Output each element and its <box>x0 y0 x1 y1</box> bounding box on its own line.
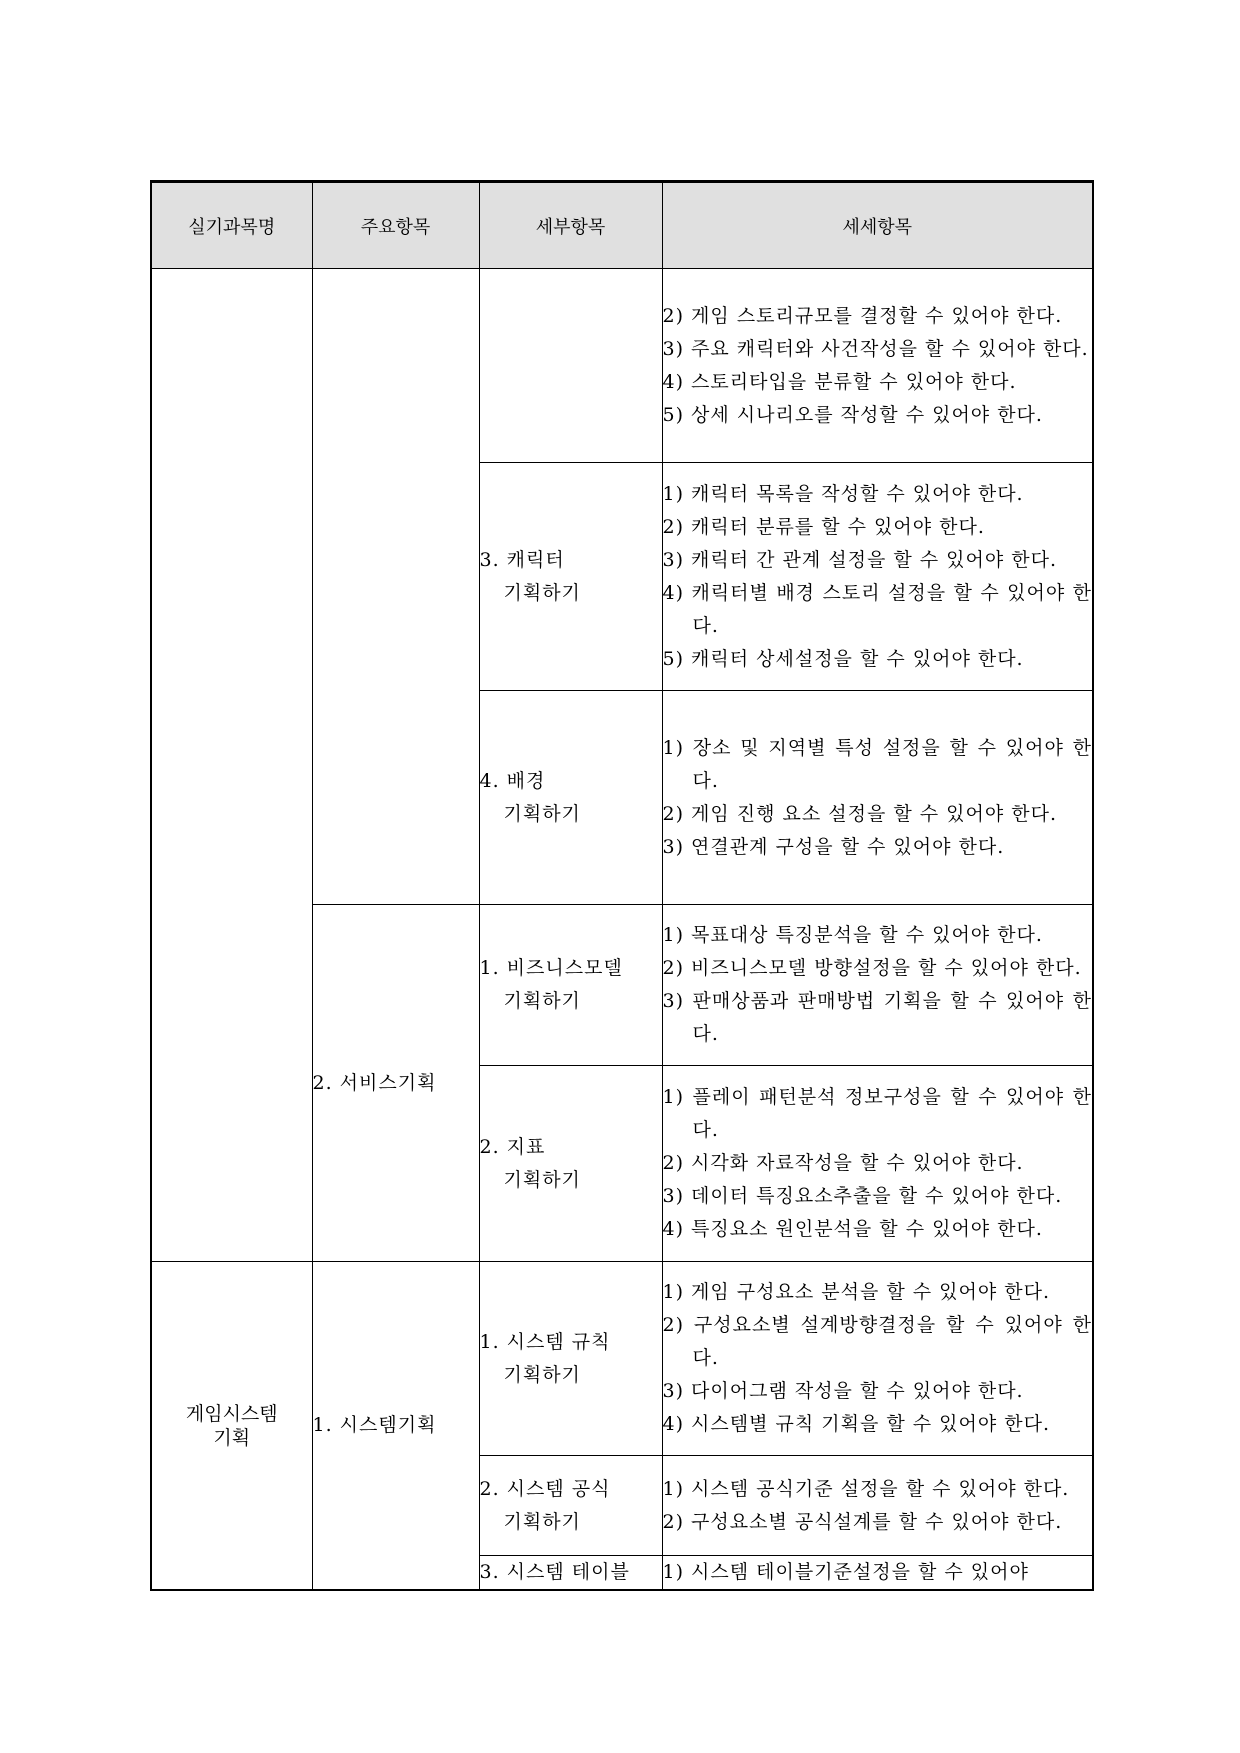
subject-cell-game-system <box>151 1262 312 1591</box>
table-row <box>151 269 1093 463</box>
detail-item: 5) 상세 시나리오를 작성할 수 있어야 한다. <box>662 403 1043 426</box>
detail-item: 2) 게임 진행 요소 설정을 할 수 있어야 한다. <box>662 802 1058 825</box>
detail-item: 4) 스토리타입을 분류할 수 있어야 한다. <box>662 370 1017 393</box>
minor-cell-character <box>479 463 662 691</box>
minor-item-label: 기획하기 <box>503 990 581 1012</box>
table-row <box>151 1262 1093 1456</box>
detail-cell-business <box>662 905 1093 1066</box>
minor-cell-formula <box>479 1456 662 1556</box>
header-detail-item: 세세항목 <box>662 182 1093 269</box>
detail-item: 2) 비즈니스모델 방향설정을 할 수 있어야 한다. <box>662 957 1082 979</box>
minor-item-number: 2. 지표 <box>479 1135 546 1158</box>
detail-item: 4) 시스템별 규칙 기획을 할 수 있어야 한다. <box>662 1413 1050 1435</box>
minor-item-label: 기획하기 <box>503 1363 581 1386</box>
major-cell-system: 1. 시스템기획 <box>312 1262 479 1591</box>
detail-item: 1) 목표대상 특징분석을 할 수 있어야 한다. <box>662 924 1043 946</box>
detail-cell-background <box>662 691 1093 905</box>
detail-cell-formula <box>662 1456 1093 1556</box>
header-row <box>151 182 1093 269</box>
detail-cell-metrics <box>662 1066 1093 1262</box>
competency-table <box>150 180 1094 1591</box>
detail-item: 2) 게임 스토리규모를 결정할 수 있어야 한다. <box>662 304 1063 327</box>
minor-cell-background <box>479 691 662 905</box>
detail-item: 2) 구성요소별 공식설계를 할 수 있어야 한다. <box>662 1510 1063 1533</box>
minor-item-number: 4. 배경 <box>479 769 546 792</box>
header-minor-item: 세부항목 <box>479 182 662 269</box>
header-major-item: 주요항목 <box>312 182 479 269</box>
minor-item-number: 3. 시스템 테이블 <box>479 1561 630 1583</box>
detail-item: 2) 캐릭터 분류를 할 수 있어야 한다. <box>662 515 985 538</box>
subject-label: 게임시스템 기획 <box>185 1402 278 1449</box>
minor-item-number: 1. 비즈니스모델 <box>479 957 623 979</box>
minor-cell-business <box>479 905 662 1066</box>
detail-item: 4) 특징요소 원인분석을 할 수 있어야 한다. <box>662 1218 1043 1240</box>
subject-cell-empty <box>151 269 312 1262</box>
detail-item: 5) 캐릭터 상세설정을 할 수 있어야 한다. <box>662 647 1024 670</box>
detail-item: 3) 다이어그램 작성을 할 수 있어야 한다. <box>662 1380 1024 1402</box>
minor-item-label: 기획하기 <box>503 581 581 604</box>
detail-cell-rules <box>662 1262 1093 1456</box>
major-cell-empty <box>312 269 479 905</box>
minor-item-label: 기획하기 <box>503 1510 581 1533</box>
detail-item: 3) 캐릭터 간 관계 설정을 할 수 있어야 한다. <box>662 548 1058 571</box>
minor-item-number: 3. 캐릭터 <box>479 548 565 571</box>
detail-item: 3) 데이터 특징요소추출을 할 수 있어야 한다. <box>662 1185 1063 1207</box>
detail-item: 3) 주요 캐릭터와 사건작성을 할 수 있어야 한다. <box>662 337 1089 360</box>
detail-item: 2) 구성요소별 설계방향결정을 할 수 있어야 한다. <box>662 1314 1092 1369</box>
detail-item: 1) 시스템 테이블기준설정을 할 수 있어야 <box>662 1561 1029 1583</box>
detail-item: 1) 장소 및 지역별 특성 설정을 할 수 있어야 한다. <box>662 736 1092 792</box>
detail-item: 3) 판매상품과 판매방법 기획을 할 수 있어야 한다. <box>662 990 1092 1045</box>
detail-item: 2) 시각화 자료작성을 할 수 있어야 한다. <box>662 1152 1024 1174</box>
detail-cell-table <box>662 1556 1093 1591</box>
minor-item-number: 2. 시스템 공식 <box>479 1477 611 1500</box>
minor-cell-rules <box>479 1262 662 1456</box>
detail-item: 3) 연결관계 구성을 할 수 있어야 한다. <box>662 835 1005 858</box>
minor-item-label: 기획하기 <box>503 1168 581 1191</box>
major-cell-service: 2. 서비스기획 <box>312 905 479 1262</box>
detail-item: 1) 게임 구성요소 분석을 할 수 있어야 한다. <box>662 1281 1050 1303</box>
detail-item: 1) 플레이 패턴분석 정보구성을 할 수 있어야 한다. <box>662 1086 1092 1141</box>
detail-cell-story <box>662 269 1093 463</box>
header-subject: 실기과목명 <box>151 182 312 269</box>
minor-cell-empty <box>479 269 662 463</box>
minor-cell-table <box>479 1556 662 1591</box>
detail-item: 4) 캐릭터별 배경 스토리 설정을 할 수 있어야 한다. <box>662 581 1092 637</box>
detail-item: 1) 시스템 공식기준 설정을 할 수 있어야 한다. <box>662 1477 1070 1500</box>
detail-cell-character <box>662 463 1093 691</box>
minor-item-label: 기획하기 <box>503 802 581 825</box>
minor-cell-metrics <box>479 1066 662 1262</box>
minor-item-number: 1. 시스템 규칙 <box>479 1330 611 1353</box>
detail-item: 1) 캐릭터 목록을 작성할 수 있어야 한다. <box>662 482 1024 505</box>
